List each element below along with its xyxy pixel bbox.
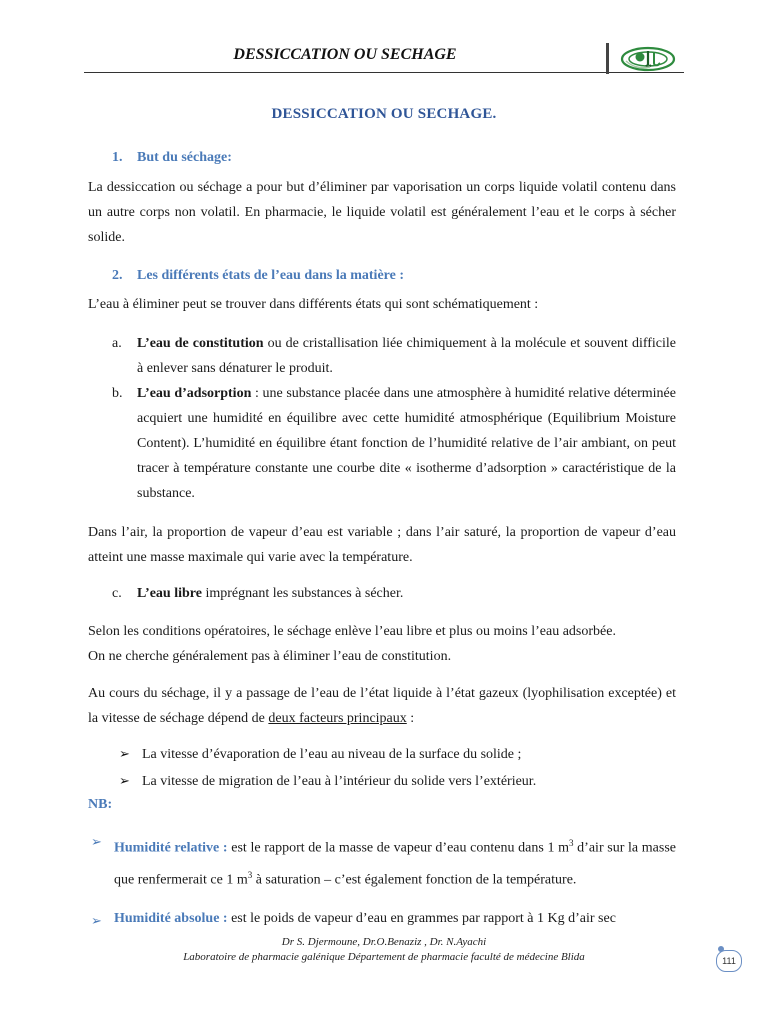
paragraph-conditions-line-2: On ne cherche généralement pas à éliminer l’eau de constitution. [88, 649, 452, 664]
section-2-heading: Les différents états de l’eau dans la matière : [137, 268, 404, 283]
list-item-b-text: : une substance placée dans une atmosphère à humidité relative déterminée acquiert une humidité en équilibre avec cette humidité atmosphérique (Equilibrium Moisture Content). L’humidité en équilibre étant fonction de l’humidité relative de l’air ambiant, on peut tracer à température constante une courbe dite « isotherme d’adsorption » caractéristique de la substance. [137, 386, 676, 501]
nb-relative-text-2: d’air sur la masse que renfermerait ce 1 m [114, 840, 676, 888]
list-item-b [137, 381, 676, 506]
section-2-number: 2. [112, 268, 123, 283]
arrow-bullet-icon: ➢ [119, 773, 130, 788]
list-marker-c: c. [112, 586, 122, 601]
header-divider [606, 43, 609, 74]
list-item-a-term: L’eau de constitution [137, 336, 264, 351]
nb-absolute-term: Humidité absolue : [114, 911, 228, 926]
nb-relative-text-1: est le rapport de la masse de vapeur d’eau contenu dans 1 m [227, 840, 570, 856]
header-rule [84, 72, 684, 73]
nb-absolute-text: est le poids de vapeur d’eau en grammes par rapport à 1 Kg d’air sec [227, 911, 616, 926]
faculty-logo-icon [620, 45, 676, 73]
paragraph-conditions-line-1: Selon les conditions opératoires, le séchage enlève l’eau libre et plus ou moins l’eau adsorbée. [88, 624, 616, 639]
factor-item-2: La vitesse de migration de l’eau à l’intérieur du solide vers l’extérieur. [142, 774, 537, 789]
page-number: 111 [716, 950, 742, 972]
paragraph-course-text: Au cours du séchage, il y a passage de l’eau de l’état liquide à l’état gazeux (lyophilisation exceptée) et la vitesse de séchage dépend de [88, 686, 676, 726]
footer-authors: Dr S. Djermoune, Dr.O.Benaziz , Dr. N.Ayachi [281, 936, 487, 948]
arrow-bullet-icon: ➢ [119, 746, 130, 761]
list-item-c-text: imprégnant les substances à sécher. [201, 586, 404, 601]
page-title: DESSICCATION OU SECHAGE. [271, 106, 497, 122]
paragraph-air: Dans l’air, la proportion de vapeur d’eau est variable ; dans l’air saturé, la proportion de vapeur d’eau atteint une masse maximale qui varie avec la température. [88, 525, 676, 565]
list-item-c-term: L’eau libre [137, 586, 202, 601]
arrow-bullet-icon: ➢ [91, 834, 102, 849]
paragraph-course [88, 681, 676, 731]
nb-relative-sup-1: 3 [569, 838, 574, 848]
nb-relative-sup-2: 3 [247, 869, 253, 880]
list-marker-a: a. [112, 336, 122, 351]
list-item-a [137, 331, 676, 381]
nb-absolute-humidity [114, 909, 676, 929]
running-header-title: DESSICCATION OU SECHAGE [233, 46, 457, 63]
footer-laboratory: Laboratoire de pharmacie galénique Département de pharmacie faculté de médecine Blida [183, 951, 585, 963]
nb-label: NB: [88, 797, 113, 812]
list-item-c [137, 581, 676, 606]
nb-relative-term: Humidité relative : [114, 840, 228, 856]
section-2-intro: L’eau à éliminer peut se trouver dans différents états qui sont schématiquement : [88, 297, 539, 312]
paragraph-course-underlined: deux facteurs principaux [268, 711, 407, 726]
nb-relative-humidity [114, 830, 676, 893]
section-1-paragraph: La dessiccation ou séchage a pour but d’éliminer par vaporisation un corps liquide volatil contenu dans un autre corps non volatil. En pharmacie, le liquide volatil est généralement l’eau et le corps à sécher solide. [88, 180, 676, 245]
nb-relative-text-3: à saturation – c’est également fonction de la température. [252, 872, 577, 888]
section-1-heading: But du séchage: [137, 150, 232, 165]
list-item-b-term: L’eau d’adsorption [137, 386, 252, 401]
section-1-number: 1. [112, 150, 123, 165]
list-marker-b: b. [112, 386, 123, 401]
arrow-bullet-icon: ➢ [91, 913, 102, 928]
paragraph-course-end: : [406, 711, 415, 726]
list-item-a-text: ou de cristallisation liée chimiquement à la molécule et souvent difficile à enlever sans dénaturer le produit. [137, 336, 676, 376]
factor-item-1: La vitesse d’évaporation de l’eau au niveau de la surface du solide ; [142, 747, 522, 762]
